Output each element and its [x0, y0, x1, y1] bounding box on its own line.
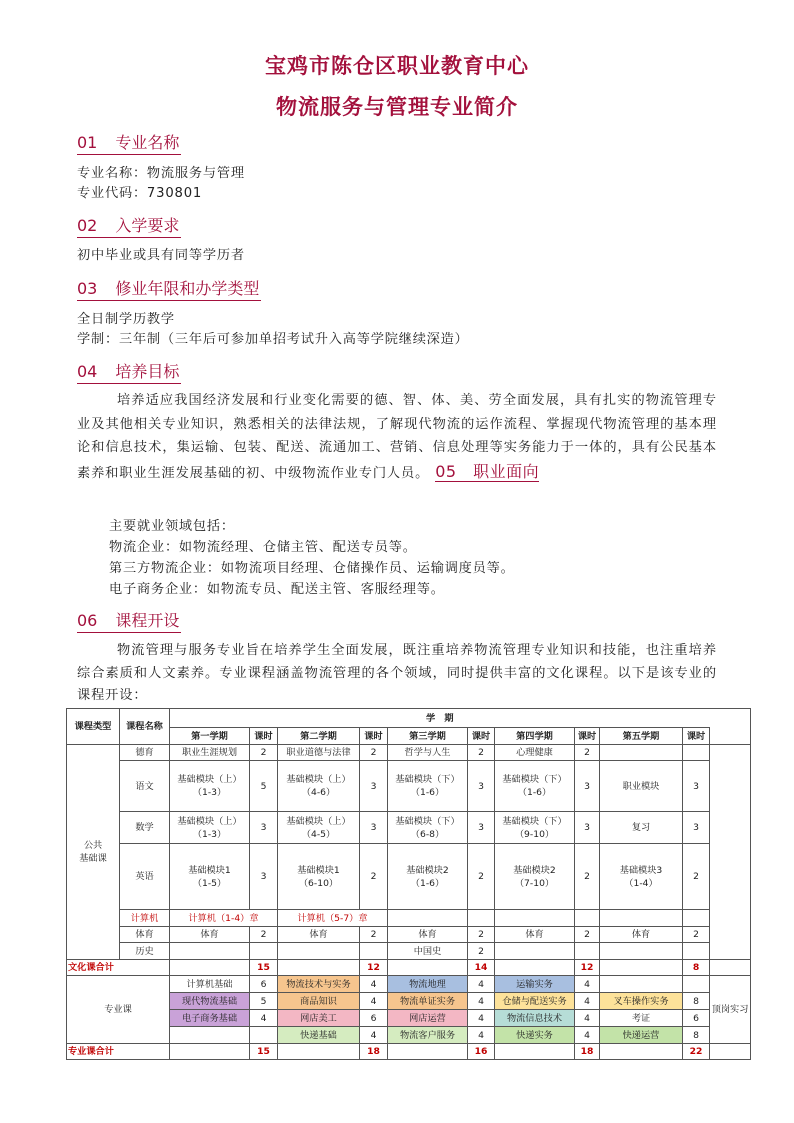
- table-cell: 6: [360, 1010, 388, 1027]
- header-semester: 学 期: [170, 709, 710, 728]
- table-cell: 基础模块3 （1-4）: [600, 844, 683, 910]
- table-cell: 课时: [250, 728, 278, 745]
- table-cell: 15: [250, 960, 278, 976]
- table-cell: 2: [360, 745, 388, 761]
- internship-cell: 顶岗实习: [710, 976, 751, 1044]
- table-cell: 2: [683, 927, 710, 943]
- table-cell: 物流技术与实务: [278, 976, 360, 993]
- table-cell: [710, 1044, 751, 1060]
- table-cell: 4: [250, 1010, 278, 1027]
- table-cell: 12: [360, 960, 388, 976]
- table-cell: 2: [360, 927, 388, 943]
- table-cell: 现代物流基础: [170, 993, 250, 1010]
- career-item: 物流企业：如物流经理、仓储主管、配送专员等。: [109, 540, 417, 555]
- section-heading-6: 06 课程开设: [77, 611, 181, 633]
- table-cell: [495, 943, 575, 960]
- table-cell: 基础模块（下） （1-6）: [495, 761, 575, 812]
- table-row: [67, 728, 751, 745]
- table-cell: 16: [468, 1044, 495, 1060]
- table-cell: 德育: [120, 745, 170, 761]
- table-cell: 历史: [120, 943, 170, 960]
- table-row: [67, 1010, 751, 1027]
- table-cell: [278, 960, 360, 976]
- header-sem4: 第四学期: [495, 728, 575, 745]
- table-cell: 8: [683, 960, 710, 976]
- header-course-type: 课程类型: [67, 709, 120, 745]
- table-cell: 基础模块（下） （1-6）: [388, 761, 468, 812]
- header-sem2: 第二学期: [278, 728, 360, 745]
- table-cell: 体育: [170, 927, 250, 943]
- table-row: [67, 709, 751, 728]
- goal-paragraph: 培养适应我国经济发展和行业变化需要的德、智、体、美、劳全面发展，具有扎实的物流管理专业及其他相关专业知识，熟悉相关的法律法规，了解现代物流的运作流程、掌握现代物流管理的基本理论和信息技术，集运输、包装、配送、流通加工、营销、信息处理等实务能力于一体的，具有公民基本素养和职业生涯发展基础的初、中级物流作业专门人员。 05 职业面向: [77, 393, 717, 481]
- table-row: [67, 910, 751, 927]
- table-cell: [388, 910, 468, 927]
- table-cell: 3: [250, 844, 278, 910]
- table-cell: [575, 910, 600, 927]
- table-cell: 2: [575, 927, 600, 943]
- admission-text: 初中毕业或具有同等学历者: [77, 248, 245, 263]
- table-cell: 基础模块1 （1-5）: [170, 844, 250, 910]
- table-cell: [170, 1044, 250, 1060]
- table-row: [67, 745, 751, 761]
- table-cell: 物流客户服务: [388, 1027, 468, 1044]
- section-heading-5: 05 职业面向: [435, 461, 540, 481]
- table-row: [67, 761, 751, 812]
- table-cell: 计算机: [120, 910, 170, 927]
- school-title: 宝鸡市陈仓区职业教育中心: [265, 54, 529, 78]
- table-cell: 课时: [468, 728, 495, 745]
- public-basic-cell: 公共 基础课: [67, 745, 120, 960]
- table-cell: [170, 1027, 250, 1044]
- table-cell: 3: [575, 812, 600, 844]
- table-cell: 体育: [120, 927, 170, 943]
- table-cell: [170, 943, 250, 960]
- table-cell: [278, 1044, 360, 1060]
- professional-cell: 专业课: [67, 976, 170, 1044]
- culture-total-row: [67, 960, 751, 976]
- table-cell: 计算机基础: [170, 976, 250, 993]
- table-cell: 物流信息技术: [495, 1010, 575, 1027]
- table-cell: 课时: [360, 728, 388, 745]
- table-cell: 课时: [683, 728, 710, 745]
- table-cell: [600, 960, 683, 976]
- table-cell: 2: [360, 844, 388, 910]
- table-cell: 8: [683, 993, 710, 1010]
- table-cell: [170, 960, 250, 976]
- table-cell: 体育: [495, 927, 575, 943]
- table-cell: 物流单证实务: [388, 993, 468, 1010]
- table-cell: [495, 1044, 575, 1060]
- table-cell: [600, 1044, 683, 1060]
- section-heading-2: 02 入学要求: [77, 216, 181, 238]
- header-sem5: 第五学期: [600, 728, 683, 745]
- table-cell: 2: [250, 745, 278, 761]
- table-cell: 4: [468, 1027, 495, 1044]
- table-cell: 商品知识: [278, 993, 360, 1010]
- table-cell: 体育: [600, 927, 683, 943]
- table-cell: 基础模块（上） （1-3）: [170, 761, 250, 812]
- table-cell: 2: [468, 927, 495, 943]
- table-cell: 英语: [120, 844, 170, 910]
- table-cell: 基础模块（上） （1-3）: [170, 812, 250, 844]
- table-cell: 快递实务: [495, 1027, 575, 1044]
- table-cell: 4: [360, 993, 388, 1010]
- table-cell: 职业生涯规划: [170, 745, 250, 761]
- table-cell: 4: [360, 976, 388, 993]
- table-cell: [683, 976, 710, 993]
- table-cell: 基础模块2 （7-10）: [495, 844, 575, 910]
- table-cell: 运输实务: [495, 976, 575, 993]
- table-cell: 3: [575, 761, 600, 812]
- table-cell: 3: [683, 812, 710, 844]
- table-cell: [495, 960, 575, 976]
- career-item: 第三方物流企业：如物流项目经理、仓储操作员、运输调度员等。: [109, 561, 515, 576]
- table-cell: [388, 960, 468, 976]
- table-cell: 2: [575, 844, 600, 910]
- table-cell: 叉车操作实务: [600, 993, 683, 1010]
- table-cell: 3: [683, 761, 710, 812]
- table-cell: 计算机（1-4）章: [170, 910, 278, 927]
- table-cell: 3: [250, 812, 278, 844]
- header-sem1: 第一学期: [170, 728, 250, 745]
- table-cell: 8: [683, 1027, 710, 1044]
- table-row: [67, 976, 751, 993]
- table-cell: 网店美工: [278, 1010, 360, 1027]
- table-cell: [278, 943, 360, 960]
- table-cell: 仓储与配送实务: [495, 993, 575, 1010]
- table-cell: 4: [468, 993, 495, 1010]
- career-item: 电子商务企业：如物流专员、配送主管、客服经理等。: [109, 582, 445, 597]
- table-cell: 网店运营: [388, 1010, 468, 1027]
- table-cell: [360, 943, 388, 960]
- table-cell: [575, 943, 600, 960]
- table-cell: 2: [683, 844, 710, 910]
- table-cell: [710, 709, 751, 728]
- table-cell: 3: [468, 812, 495, 844]
- course-intro: 物流管理与服务专业旨在培养学生全面发展，既注重培养物流管理专业知识和技能，也注重培养综合素质和人文素养。专业课程涵盖物流管理的各个领域，同时提供丰富的文化课程。以下是该专业的课程开设：: [77, 643, 717, 703]
- table-cell: 电子商务基础: [170, 1010, 250, 1027]
- table-cell: 文化课合计: [67, 960, 170, 976]
- header-sem3: 第三学期: [388, 728, 468, 745]
- table-cell: 职业道德与法律: [278, 745, 360, 761]
- table-cell: 2: [250, 927, 278, 943]
- table-cell: [710, 728, 751, 745]
- table-row: [67, 844, 751, 910]
- table-cell: 快递基础: [278, 1027, 360, 1044]
- table-cell: 数学: [120, 812, 170, 844]
- table-cell: [710, 960, 751, 976]
- career-intro: 主要就业领域包括：: [109, 519, 235, 534]
- section-heading-3: 03 修业年限和办学类型: [77, 279, 261, 301]
- table-row: [67, 993, 751, 1010]
- table-cell: 哲学与人生: [388, 745, 468, 761]
- table-cell: 12: [575, 960, 600, 976]
- table-cell: 5: [250, 761, 278, 812]
- table-cell: 基础模块（上） （4-5）: [278, 812, 360, 844]
- table-cell: [683, 943, 710, 960]
- table-cell: [250, 1027, 278, 1044]
- table-cell: [683, 745, 710, 761]
- table-cell: 中国史: [388, 943, 468, 960]
- table-cell: 基础模块（上） （4-6）: [278, 761, 360, 812]
- table-cell: 心理健康: [495, 745, 575, 761]
- table-cell: 3: [468, 761, 495, 812]
- section-heading-1: 01 专业名称: [77, 133, 181, 155]
- duration-text: 学制：三年制（三年后可参加单招考试升入高等学院继续深造）: [77, 332, 469, 347]
- table-cell: 4: [575, 1027, 600, 1044]
- table-cell: 体育: [388, 927, 468, 943]
- table-cell: [468, 910, 495, 927]
- table-row: [67, 1027, 751, 1044]
- table-cell: 考证: [600, 1010, 683, 1027]
- table-cell: 物流地理: [388, 976, 468, 993]
- table-cell: 体育: [278, 927, 360, 943]
- professional-total-row: [67, 1044, 751, 1060]
- header-course-name: 课程名称: [120, 709, 170, 745]
- table-cell: [683, 910, 710, 927]
- table-cell: 3: [360, 812, 388, 844]
- table-cell: 职业模块: [600, 761, 683, 812]
- table-row: [67, 927, 751, 943]
- table-cell: [250, 943, 278, 960]
- table-cell: 5: [250, 993, 278, 1010]
- table-cell: 语文: [120, 761, 170, 812]
- table-cell: [600, 910, 683, 927]
- table-cell: 计算机（5-7）章: [278, 910, 388, 927]
- table-cell: 快递运营: [600, 1027, 683, 1044]
- table-cell: 专业课合计: [67, 1044, 170, 1060]
- table-cell: 基础模块2 （1-6）: [388, 844, 468, 910]
- table-cell: [600, 943, 683, 960]
- section-heading-4: 04 培养目标: [77, 362, 181, 384]
- table-cell: 2: [468, 745, 495, 761]
- table-cell: 课时: [575, 728, 600, 745]
- table-cell: 4: [575, 976, 600, 993]
- table-cell: 4: [575, 1010, 600, 1027]
- table-cell: 基础模块（下） （6-8）: [388, 812, 468, 844]
- study-type: 全日制学历教学: [77, 312, 175, 327]
- table-cell: 基础模块（下） （9-10）: [495, 812, 575, 844]
- table-cell: 22: [683, 1044, 710, 1060]
- table-cell: 6: [250, 976, 278, 993]
- table-cell: 基础模块1 （6-10）: [278, 844, 360, 910]
- table-cell: 复习: [600, 812, 683, 844]
- table-cell: 18: [575, 1044, 600, 1060]
- table-cell: [600, 745, 683, 761]
- table-cell: 2: [468, 943, 495, 960]
- table-row: [67, 943, 751, 960]
- table-cell: 4: [468, 1010, 495, 1027]
- major-name: 专业名称：物流服务与管理: [77, 166, 245, 181]
- table-cell: 4: [468, 976, 495, 993]
- table-cell: 3: [360, 761, 388, 812]
- table-row: [67, 812, 751, 844]
- table-cell: 14: [468, 960, 495, 976]
- table-cell: 6: [683, 1010, 710, 1027]
- table-cell: 2: [575, 745, 600, 761]
- table-cell: 15: [250, 1044, 278, 1060]
- table-cell: [710, 745, 751, 960]
- major-code: 专业代码：730801: [77, 186, 203, 201]
- table-cell: 4: [575, 993, 600, 1010]
- table-cell: [495, 910, 575, 927]
- table-cell: 2: [468, 844, 495, 910]
- course-table: [66, 708, 751, 1060]
- table-cell: 4: [360, 1027, 388, 1044]
- table-cell: [600, 976, 683, 993]
- table-cell: [388, 1044, 468, 1060]
- table-cell: 18: [360, 1044, 388, 1060]
- document-title: 物流服务与管理专业简介: [276, 95, 518, 119]
